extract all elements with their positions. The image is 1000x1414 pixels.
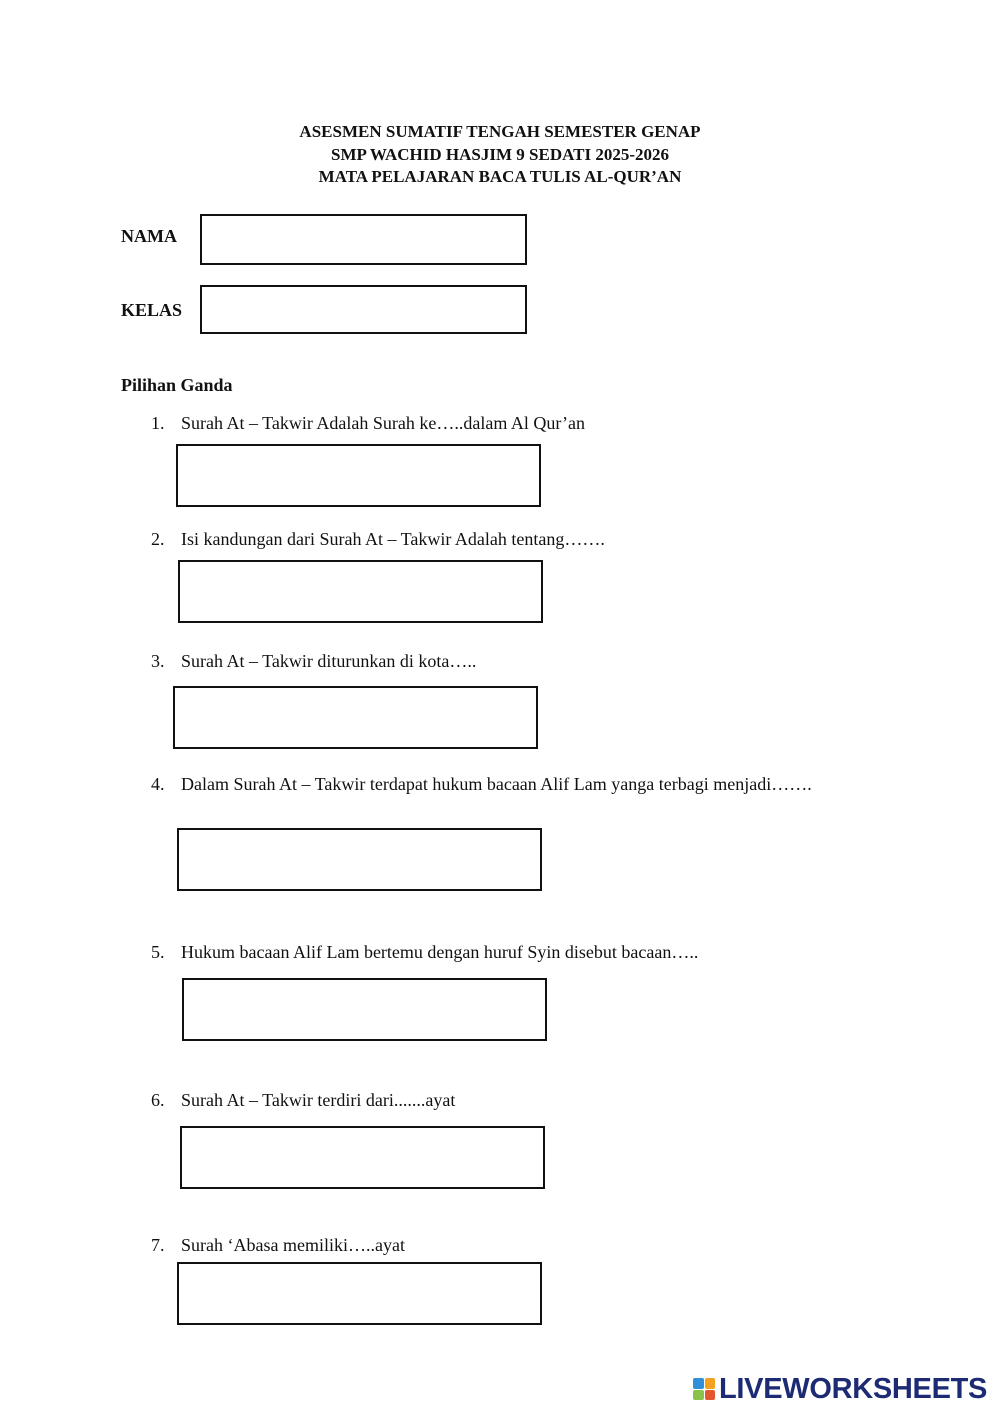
answer-input-3[interactable] [173, 686, 538, 749]
question-4 [151, 772, 879, 797]
kelas-label: KELAS [121, 300, 183, 320]
answer-input-5[interactable] [182, 978, 547, 1041]
question-number: 4. [151, 774, 165, 794]
question-number: 6. [151, 1090, 165, 1110]
question-text: Dalam Surah At – Takwir terdapat hukum bacaan Alif Lam yanga terbagi menjadi……. [181, 774, 812, 794]
kelas-input[interactable] [200, 285, 527, 334]
liveworksheets-logo [693, 1373, 987, 1405]
document-header [0, 121, 1000, 189]
question-number: 3. [151, 651, 165, 671]
question-5 [151, 940, 698, 965]
question-2 [151, 527, 605, 552]
question-text: Hukum bacaan Alif Lam bertemu dengan huruf Syin disebut bacaan….. [181, 942, 699, 962]
logo-square-green [693, 1390, 704, 1401]
answer-input-7[interactable] [177, 1262, 542, 1325]
question-1 [151, 411, 585, 436]
header-title-line-1: ASESMEN SUMATIF TENGAH SEMESTER GENAP [299, 122, 701, 141]
nama-input[interactable] [200, 214, 527, 265]
header-title-line-2: SMP WACHID HASJIM 9 SEDATI 2025-2026 [331, 144, 669, 164]
question-3 [151, 649, 476, 674]
answer-input-4[interactable] [177, 828, 542, 891]
logo-square-blue [693, 1378, 704, 1389]
question-6 [151, 1088, 455, 1113]
nama-label: NAMA [121, 226, 177, 246]
section-title: Pilihan Ganda [121, 375, 233, 395]
question-number: 1. [151, 413, 165, 433]
question-7 [151, 1233, 405, 1258]
answer-input-1[interactable] [176, 444, 541, 507]
logo-square-orange [705, 1378, 716, 1389]
question-text: Surah At – Takwir diturunkan di kota….. [181, 651, 477, 671]
question-text: Surah At – Takwir Adalah Surah ke…..dalam Al Qur’an [181, 413, 585, 433]
question-number: 5. [151, 942, 165, 962]
logo-square-red [705, 1390, 716, 1401]
liveworksheets-logo-icon [693, 1378, 715, 1400]
question-text: Isi kandungan dari Surah At – Takwir Adalah tentang……. [181, 529, 605, 549]
header-title-line-3: MATA PELAJARAN BACA TULIS AL-QUR’AN [318, 167, 682, 186]
answer-input-6[interactable] [180, 1126, 545, 1189]
question-text: Surah At – Takwir terdiri dari.......ayat [181, 1090, 456, 1110]
brand-name: LIVEWORKSHEETS [719, 1372, 988, 1405]
question-number: 7. [151, 1235, 165, 1255]
question-text: Surah ‘Abasa memiliki…..ayat [181, 1235, 405, 1255]
answer-input-2[interactable] [178, 560, 543, 623]
question-number: 2. [151, 529, 165, 549]
